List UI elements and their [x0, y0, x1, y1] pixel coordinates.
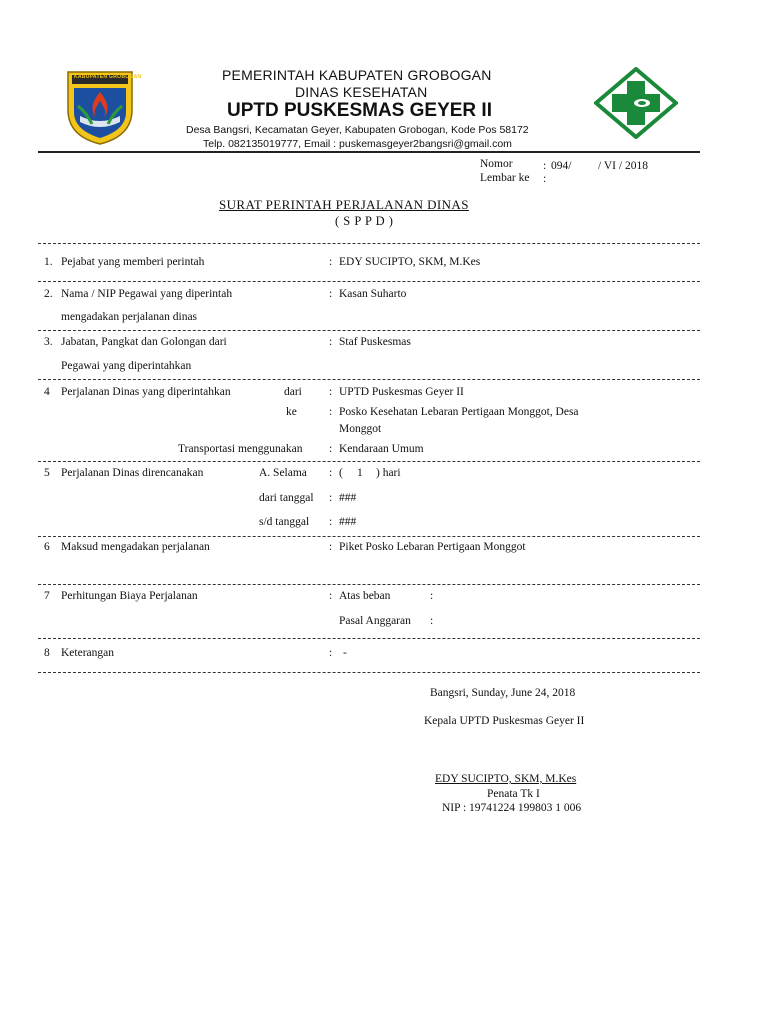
signature-rank: Penata Tk I: [487, 788, 540, 800]
item-5-duration-close: ) hari: [376, 467, 401, 479]
item-2-number: 2.: [44, 288, 53, 300]
signature-nip: NIP : 19741224 199803 1 006: [442, 802, 582, 814]
health-logo: [594, 67, 678, 139]
item-6-label: Maksud mengadakan perjalanan: [61, 541, 210, 553]
lembar-label: Lembar ke: [480, 172, 530, 184]
divider: [38, 243, 700, 244]
divider: [38, 584, 700, 585]
item-5-start-value: ###: [339, 492, 357, 504]
item-8-colon: :: [329, 647, 333, 659]
item-2-label: Nama / NIP Pegawai yang diperintah: [61, 288, 233, 300]
header-institution: UPTD PUSKESMAS GEYER II: [227, 100, 492, 121]
item-4-from-label: dari: [284, 386, 302, 398]
item-5-colon: :: [329, 516, 333, 528]
divider: [38, 330, 700, 331]
header-government: PEMERINTAH KABUPATEN GROBOGAN: [222, 67, 492, 83]
regency-logo-text: KABUPATEN GROBOGAN: [74, 74, 142, 80]
nomor-suffix: / VI / 2018: [598, 160, 648, 172]
item-7-budget-label: Atas beban: [339, 590, 391, 602]
item-4-transport-label: Transportasi menggunakan: [178, 443, 303, 455]
signature-name: EDY SUCIPTO, SKM, M.Kes: [435, 773, 577, 785]
item-3-value: Staf Puskesmas: [339, 336, 411, 348]
item-6-value: Piket Posko Lebaran Pertigaan Monggot: [339, 541, 526, 553]
item-8-label: Keterangan: [61, 647, 114, 659]
header-contact: Telp. 082135019777, Email : puskemasgeyer2bangsri@gmail.com: [203, 138, 512, 150]
item-7-account-colon: :: [430, 615, 434, 627]
item-1-label: Pejabat yang memberi perintah: [61, 256, 205, 268]
divider: [38, 638, 700, 639]
document-title: SURAT PERINTAH PERJALANAN DINAS: [219, 197, 469, 212]
item-4-label: Perjalanan Dinas yang diperintahkan: [61, 386, 231, 398]
item-3-colon: :: [329, 336, 333, 348]
divider: [38, 461, 700, 462]
item-5-duration-open: (: [339, 467, 343, 479]
item-5-label: Perjalanan Dinas direncanakan: [61, 467, 204, 479]
item-8-number: 8: [44, 647, 50, 659]
divider: [38, 379, 700, 380]
item-5-number: 5: [44, 467, 50, 479]
item-6-number: 6: [44, 541, 50, 553]
item-2-label-line2: mengadakan perjalanan dinas: [61, 311, 198, 323]
item-3-label-line2: Pegawai yang diperintahkan: [61, 360, 192, 372]
letterhead-divider: [38, 151, 700, 153]
nomor-label: Nomor: [480, 158, 513, 170]
item-4-to-value: Posko Kesehatan Lebaran Pertigaan Monggot, Desa: [339, 406, 579, 418]
item-4-colon: :: [329, 443, 333, 455]
item-8-value: -: [343, 647, 347, 659]
header-department: DINAS KESEHATAN: [295, 84, 428, 100]
signature-position: Kepala UPTD Puskesmas Geyer II: [424, 715, 585, 727]
item-7-budget-colon: :: [430, 590, 434, 602]
item-4-to-value-line2: Monggot: [339, 423, 382, 435]
divider: [38, 672, 700, 673]
nomor-value: 094/: [551, 160, 572, 172]
item-6-colon: :: [329, 541, 333, 553]
item-3-number: 3.: [44, 336, 53, 348]
lembar-colon: :: [543, 173, 547, 185]
item-7-label: Perhitungan Biaya Perjalanan: [61, 590, 198, 602]
document-subtitle: ( S P P D ): [335, 214, 394, 228]
item-5-duration-label: A. Selama: [259, 467, 307, 479]
item-7-number: 7: [44, 590, 50, 602]
item-4-from-value: UPTD Puskesmas Geyer II: [339, 386, 464, 398]
item-1-value: EDY SUCIPTO, SKM, M.Kes: [339, 256, 481, 268]
item-2-colon: :: [329, 288, 333, 300]
divider: [38, 281, 700, 282]
item-4-colon: :: [329, 386, 333, 398]
item-5-colon: :: [329, 492, 333, 504]
item-5-end-value: ###: [339, 516, 357, 528]
item-5-end-label: s/d tanggal: [259, 516, 310, 528]
item-5-start-label: dari tanggal: [259, 492, 314, 504]
item-4-colon: :: [329, 406, 333, 418]
item-4-transport-value: Kendaraan Umum: [339, 443, 424, 455]
item-5-colon: :: [329, 467, 333, 479]
item-1-colon: :: [329, 256, 333, 268]
divider: [38, 536, 700, 537]
item-4-to-label: ke: [286, 406, 297, 418]
item-1-number: 1.: [44, 256, 53, 268]
item-7-account-label: Pasal Anggaran: [339, 615, 411, 627]
nomor-colon: :: [543, 160, 547, 172]
item-2-value: Kasan Suharto: [339, 288, 407, 300]
item-7-colon: :: [329, 590, 333, 602]
item-4-number: 4: [44, 386, 50, 398]
header-address: Desa Bangsri, Kecamatan Geyer, Kabupaten Grobogan, Kode Pos 58172: [186, 124, 529, 136]
signature-place-date: Bangsri, Sunday, June 24, 2018: [430, 687, 576, 699]
item-5-duration-number: 1: [357, 467, 363, 479]
item-3-label: Jabatan, Pangkat dan Golongan dari: [61, 336, 227, 348]
